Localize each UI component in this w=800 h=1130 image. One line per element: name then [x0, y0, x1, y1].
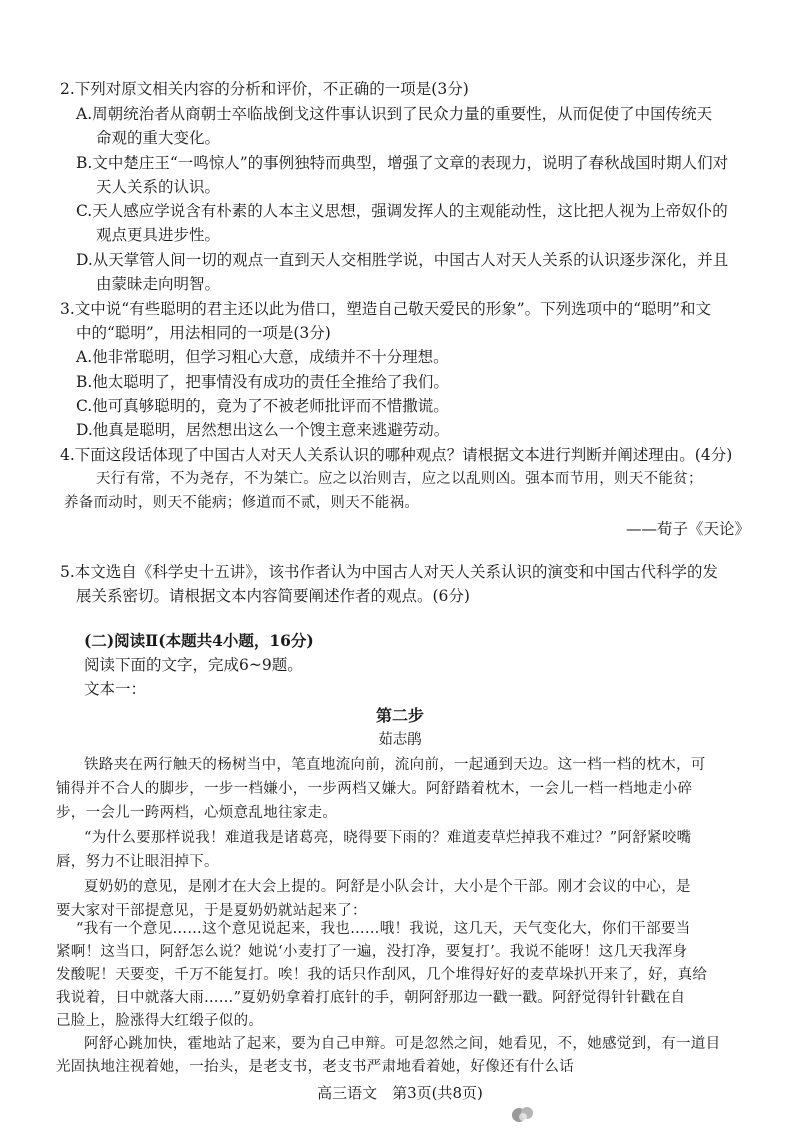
- q2-option-d-line1: D.从天掌管人间一切的观点一直到天人交相胜学说，中国古人对天人关系的认识逐步深化，并且: [76, 251, 729, 269]
- q2-option-a-line2: 命观的重大变化。: [96, 129, 221, 147]
- q3-stem-line2: 中的“聪明”，用法相同的一项是(3分): [76, 324, 331, 342]
- q4-quote-line2: 养备而动时，则天不能病；修道而不贰，则天不能祸。: [64, 495, 420, 511]
- q3-stem-line1: 3.文中说“有些聪明的君主还以此为借口，塑造自己敬天爱民的形象”。下列选项中的“聪明”和文: [60, 300, 711, 318]
- story-title: 第二步: [375, 706, 424, 725]
- story-p2-line1: “为什么要那样说我！难道我是诸葛亮，晓得要下雨的？难道麦草烂掉我不难过？”阿舒紧咬嘴: [84, 830, 692, 846]
- text-one-label: 文本一：: [84, 680, 147, 698]
- story-p5-line2: 光固执地注视着她，一抬头，是老支书，老支书严肃地看着她，好像还有什么话: [56, 1059, 574, 1075]
- q2-option-a-line1: A.周朝统治者从商朝士卒临战倒戈这件事认识到了民众力量的重要性，从而促使了中国传统天: [76, 105, 713, 123]
- page-footer: 高三语文 第3页(共8页): [317, 1084, 483, 1102]
- story-p1-line2: 铺得并不合人的脚步，一步一档嫌小，一步两档又嫌大。阿舒踏着枕木，一会儿一档一档地走小碎: [56, 781, 693, 797]
- section2-header: (二)阅读Ⅱ(本题共4小题，16分): [84, 631, 314, 650]
- story-p4-line5: 己脸上，脸涨得大红缎子似的。: [56, 1013, 264, 1029]
- story-p4-line3: 发酸呢！天要变，千万不能复打。唉！我的话只作刮风，几个堆得好好的麦草垛扒开来了，好，真给: [56, 967, 708, 983]
- q2-stem: 2.下列对原文相关内容的分析和评价，不正确的一项是(3分): [60, 80, 469, 98]
- q4-quote-source: ——荀子《天论》: [625, 520, 750, 538]
- q5-line1: 5.本文选自《科学史十五讲》，该书作者认为中国古人对天人关系认识的演变和中国古代科学的发: [60, 563, 719, 581]
- q4-quote-line1: 天行有常，不为尧存，不为桀亡。应之以治则吉，应之以乱则凶。强本而节用，则天不能贫；: [96, 471, 703, 487]
- story-p3-line1: 夏奶奶的意见，是刚才在大会上提的。阿舒是小队会计，大小是个干部。刚才会议的中心，是: [84, 879, 691, 895]
- story-p4-line1: “我有一个意见……这个意见说起来，我也……哦！我说，这几天，天气变化大，你们干部要当: [76, 921, 691, 937]
- section2-instruction: 阅读下面的文字，完成6~9题。: [84, 656, 303, 674]
- publisher-logo-icon: [510, 1104, 536, 1124]
- q2-option-d-line2: 由蒙昧走向明智。: [96, 275, 221, 293]
- q3-option-c: C.他可真够聪明的，竟为了不被老师批评而不惜撒谎。: [76, 397, 449, 415]
- q3-option-a: A.他非常聪明，但学习粗心大意，成绩并不十分理想。: [76, 348, 449, 366]
- story-author: 茹志鹃: [378, 732, 422, 748]
- story-p1-line3: 步，一会儿一跨两档，心烦意乱地往家走。: [56, 805, 338, 821]
- story-p5-line1: 阿舒心跳加快，霍地站了起来，要为自己申辩。可是忽然之间，她看见，不，她感觉到，有一道目: [84, 1036, 721, 1052]
- q4-stem: 4.下面这段话体现了中国古人对天人关系认识的哪种观点？请根据文本进行判断并阐述理由。(4分): [60, 446, 733, 464]
- q2-option-b-line1: B.文中楚庄王“一鸣惊人”的事例独特而典型，增强了文章的表现力，说明了春秋战国时期人们对: [76, 154, 729, 172]
- story-p3-line2: 要大家对干部提意见，于是夏奶奶就站起来了：: [56, 903, 367, 919]
- q2-option-b-line2: 天人关系的认识。: [96, 178, 221, 196]
- q3-option-b: B.他太聪明了，把事情没有成功的责任全推给了我们。: [76, 373, 449, 391]
- q3-option-d: D.他真是聪明，居然想出这么一个馊主意来逃避劳动。: [76, 421, 450, 439]
- story-p2-line2: 唇，努力不让眼泪掉下。: [56, 854, 219, 870]
- q2-option-c-line2: 观点更具进步性。: [96, 226, 221, 244]
- story-p4-line4: 我说着，日中就落大雨……”夏奶奶拿着打底针的手，朝阿舒那边一戳一戳。阿舒觉得针针戳在自: [56, 990, 686, 1006]
- q5-line2: 展关系密切。请根据文本内容简要阐述作者的观点。(6分): [76, 587, 470, 605]
- story-p4-line2: 紧啊！这当口，阿舒怎么说？她说‘小麦打了一遍，没打净，要复打’。我说不能呀！这几天我浑身: [56, 944, 688, 960]
- story-p1-line1: 铁路夹在两行触天的杨树当中，笔直地流向前，流向前，一起通到天边。这一档一档的枕木，可: [84, 757, 706, 773]
- q2-option-c-line1: C.天人感应学说含有朴素的人本主义思想，强调发挥人的主观能动性，这比把人视为上帝奴仆的: [76, 202, 728, 220]
